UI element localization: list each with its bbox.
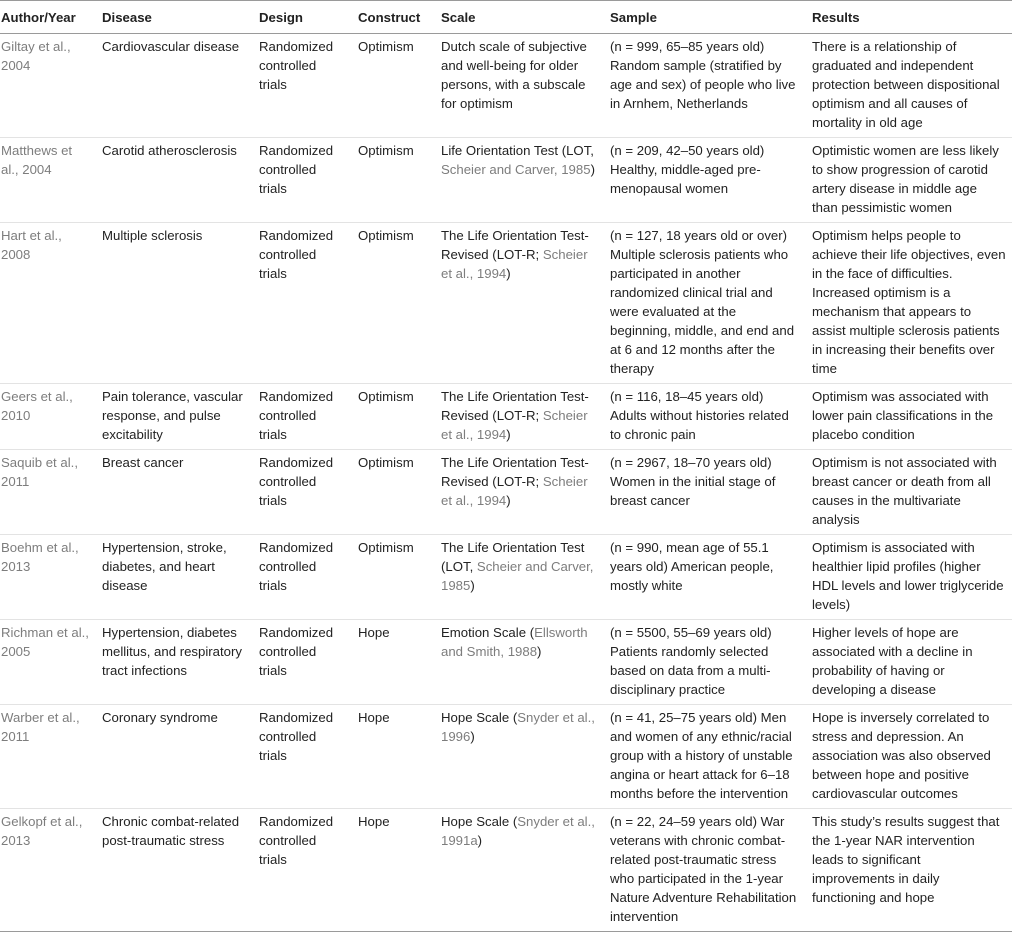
table-body [0, 34, 1012, 932]
cell-disease: Coronary syndrome [96, 705, 253, 809]
cell-scale [435, 705, 604, 809]
cell-scale [435, 809, 604, 932]
citation-link[interactable]: Snyder et al., 1996 [441, 710, 595, 744]
cell-construct: Optimism [352, 34, 435, 138]
cell-author-year: Gelkopf et al., 2013 [0, 809, 96, 932]
cell-author-year: Matthews et al., 2004 [0, 138, 96, 223]
citation-link[interactable]: Scheier et al., 1994 [441, 247, 588, 281]
citation-link[interactable]: Scheier and Carver, 1985 [441, 559, 594, 593]
cell-scale [435, 535, 604, 620]
cell-results: Optimism was associated with lower pain classifications in the placebo condition [806, 384, 1012, 450]
header-row [0, 1, 1012, 34]
cell-construct: Hope [352, 809, 435, 932]
cell-design: Randomized controlled trials [253, 450, 352, 535]
cell-construct: Optimism [352, 138, 435, 223]
scale-text: Hope Scale ( [441, 710, 518, 725]
cell-design: Randomized controlled trials [253, 223, 352, 384]
cell-author-year: Warber et al., 2011 [0, 705, 96, 809]
scale-text: Dutch scale of subjective and well-being for older persons, with a subscale for optimism [441, 39, 587, 111]
cell-design: Randomized controlled trials [253, 34, 352, 138]
scale-text: Emotion Scale ( [441, 625, 535, 640]
cell-results: There is a relationship of graduated and independent protection between dispositional optimism and all causes of mortality in old age [806, 34, 1012, 138]
header-disease: Disease [96, 1, 253, 34]
cell-results: Optimism is associated with healthier lipid profiles (higher HDL levels and lower triglyceride levels) [806, 535, 1012, 620]
cell-design: Randomized controlled trials [253, 384, 352, 450]
cell-disease: Cardiovascular disease [96, 34, 253, 138]
table-row [0, 620, 1012, 705]
cell-sample: (n = 990, mean age of 55.1 years old) American people, mostly white [604, 535, 806, 620]
citation-link[interactable]: Scheier and Carver, 1985 [441, 162, 591, 177]
scale-text: ) [506, 266, 511, 281]
table-row [0, 535, 1012, 620]
cell-results: This study’s results suggest that the 1-year NAR intervention leads to significant improvements in daily functioning and hope [806, 809, 1012, 932]
header-results: Results [806, 1, 1012, 34]
cell-author-year: Geers et al., 2010 [0, 384, 96, 450]
cell-scale [435, 223, 604, 384]
table-row [0, 705, 1012, 809]
header-author-year: Author/Year [0, 1, 96, 34]
cell-design: Randomized controlled trials [253, 138, 352, 223]
cell-scale [435, 34, 604, 138]
scale-text: ) [506, 493, 511, 508]
cell-author-year: Giltay et al., 2004 [0, 34, 96, 138]
cell-disease: Hypertension, diabetes mellitus, and respiratory tract infections [96, 620, 253, 705]
header-design: Design [253, 1, 352, 34]
cell-results: Optimism helps people to achieve their life objectives, even in the face of difficulties. Increased optimism is a mechanism that appears to assist multiple sclerosis patients in increasing their benefits over time [806, 223, 1012, 384]
cell-construct: Hope [352, 620, 435, 705]
cell-disease: Carotid atherosclerosis [96, 138, 253, 223]
scale-text: ) [590, 162, 595, 177]
scale-text: The Life Orientation Test-Revised (LOT-R; [441, 389, 589, 423]
cell-design: Randomized controlled trials [253, 809, 352, 932]
cell-scale [435, 384, 604, 450]
citation-link[interactable]: Ellsworth and Smith, 1988 [441, 625, 588, 659]
scale-text: ) [470, 729, 475, 744]
cell-results: Optimistic women are less likely to show progression of carotid artery disease in middle age than pessimistic women [806, 138, 1012, 223]
cell-construct: Optimism [352, 384, 435, 450]
header-construct: Construct [352, 1, 435, 34]
scale-text: ) [506, 427, 511, 442]
header-sample: Sample [604, 1, 806, 34]
cell-scale [435, 620, 604, 705]
table-row [0, 450, 1012, 535]
cell-author-year: Boehm et al., 2013 [0, 535, 96, 620]
cell-construct: Optimism [352, 535, 435, 620]
scale-text: Hope Scale ( [441, 814, 518, 829]
cell-sample: (n = 127, 18 years old or over) Multiple sclerosis patients who participated in another randomized clinical trial and were evaluated at the beginning, middle, and end and at 6 and 12 months after the therapy [604, 223, 806, 384]
scale-text: ) [470, 578, 475, 593]
cell-author-year: Saquib et al., 2011 [0, 450, 96, 535]
cell-sample: (n = 116, 18–45 years old) Adults without histories related to chronic pain [604, 384, 806, 450]
cell-scale [435, 138, 604, 223]
cell-disease: Multiple sclerosis [96, 223, 253, 384]
table-row [0, 138, 1012, 223]
citation-link[interactable]: Scheier et al., 1994 [441, 474, 588, 508]
cell-results: Optimism is not associated with breast cancer or death from all causes in the multivariate analysis [806, 450, 1012, 535]
table-row [0, 809, 1012, 932]
cell-sample: (n = 999, 65–85 years old) Random sample (stratified by age and sex) of people who live in Arnhem, Netherlands [604, 34, 806, 138]
cell-design: Randomized controlled trials [253, 620, 352, 705]
cell-results: Higher levels of hope are associated with a decline in probability of having or developing a disease [806, 620, 1012, 705]
cell-sample: (n = 2967, 18–70 years old) Women in the initial stage of breast cancer [604, 450, 806, 535]
citation-link[interactable]: Scheier et al., 1994 [441, 408, 588, 442]
cell-construct: Optimism [352, 223, 435, 384]
cell-sample: (n = 22, 24–59 years old) War veterans with chronic combat-related post-traumatic stress who participated in the 1-year Nature Adventure Rehabilitation intervention [604, 809, 806, 932]
cell-sample: (n = 5500, 55–69 years old) Patients randomly selected based on data from a multi-disciplinary practice [604, 620, 806, 705]
table-row [0, 223, 1012, 384]
scale-text: ) [537, 644, 542, 659]
cell-sample: (n = 41, 25–75 years old) Men and women of any ethnic/racial group with a history of unstable angina or heart attack for 6–18 months before the intervention [604, 705, 806, 809]
cell-scale [435, 450, 604, 535]
cell-author-year: Richman et al., 2005 [0, 620, 96, 705]
cell-design: Randomized controlled trials [253, 535, 352, 620]
citation-link[interactable]: Snyder et al., 1991a [441, 814, 595, 848]
cell-sample: (n = 209, 42–50 years old) Healthy, middle-aged pre-menopausal women [604, 138, 806, 223]
scale-text: ) [477, 833, 483, 848]
cell-disease: Hypertension, stroke, diabetes, and heart disease [96, 535, 253, 620]
table-row [0, 34, 1012, 138]
header-scale: Scale [435, 1, 604, 34]
cell-construct: Optimism [352, 450, 435, 535]
cell-disease: Breast cancer [96, 450, 253, 535]
cell-author-year: Hart et al., 2008 [0, 223, 96, 384]
cell-results: Hope is inversely correlated to stress and depression. An association was also observed between hope and positive cardiovascular outcomes [806, 705, 1012, 809]
cell-construct: Hope [352, 705, 435, 809]
cell-disease: Pain tolerance, vascular response, and pulse excitability [96, 384, 253, 450]
scale-text: Life Orientation Test (LOT, [441, 143, 594, 158]
scale-text: The Life Orientation Test-Revised (LOT-R; [441, 228, 589, 262]
scale-text: The Life Orientation Test (LOT, [441, 540, 585, 574]
scale-text: The Life Orientation Test-Revised (LOT-R; [441, 455, 589, 489]
cell-design: Randomized controlled trials [253, 705, 352, 809]
cell-disease: Chronic combat-related post-traumatic stress [96, 809, 253, 932]
table-row [0, 384, 1012, 450]
